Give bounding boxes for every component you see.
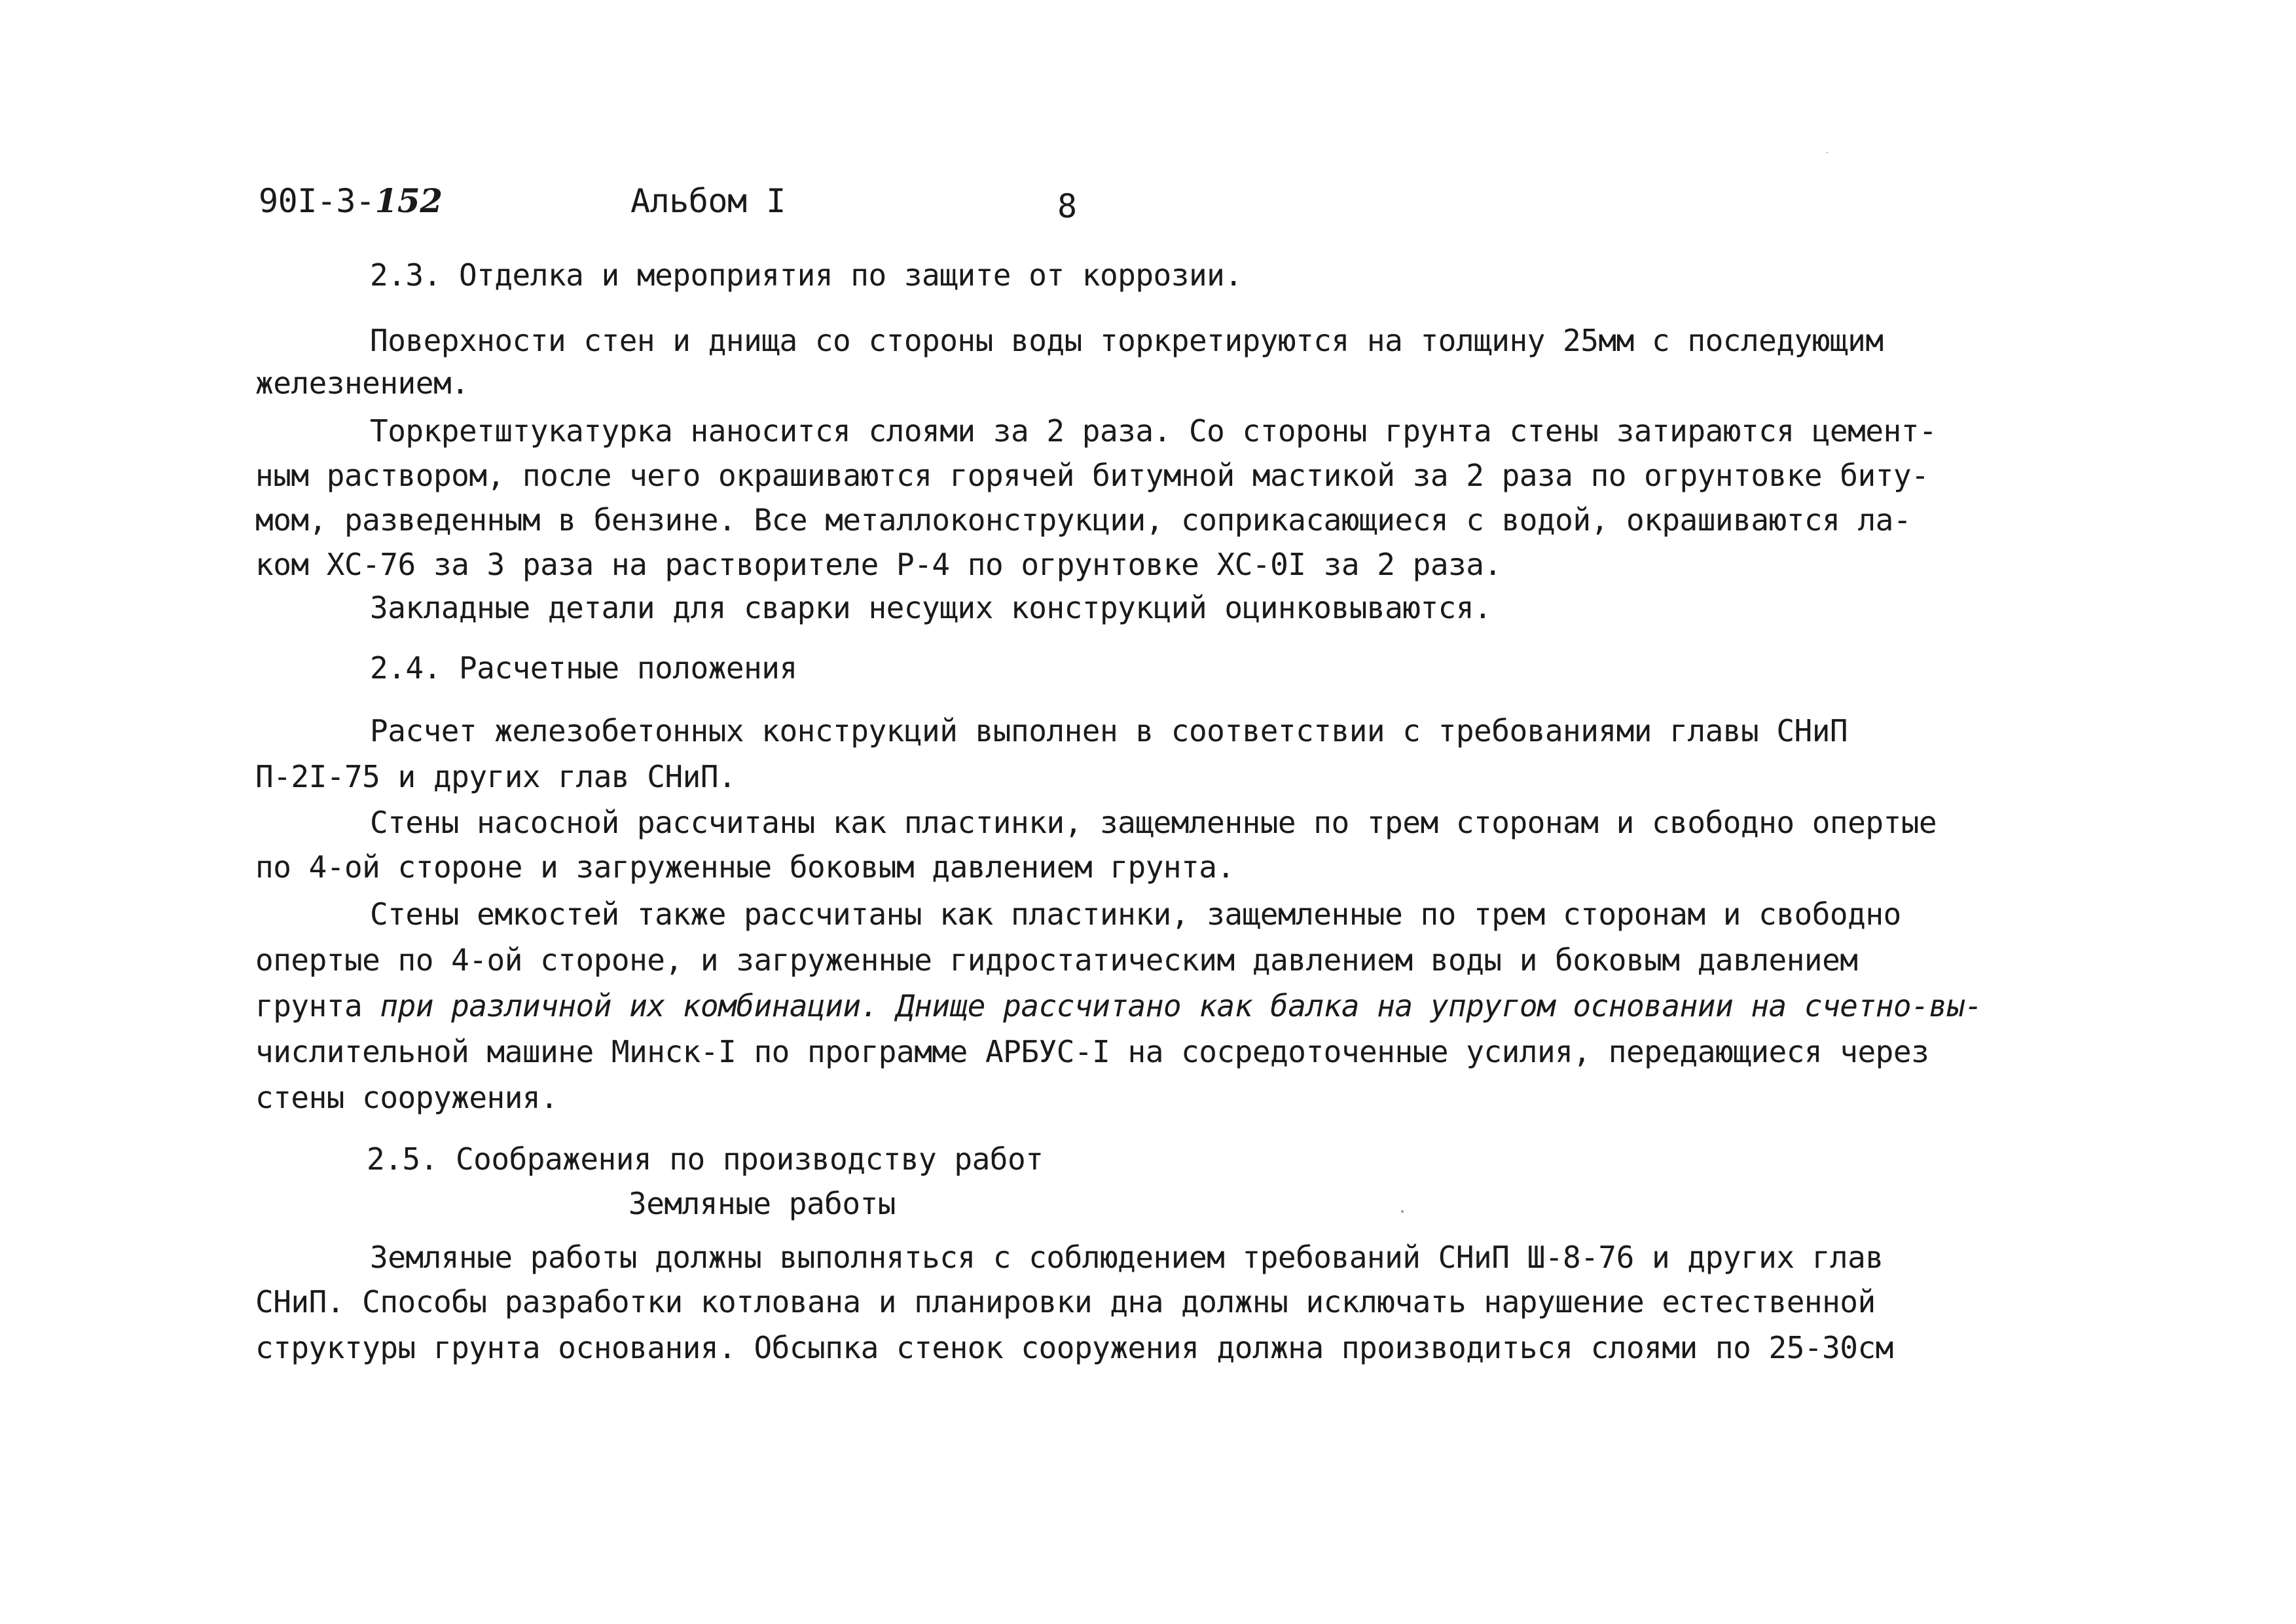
section-2-4-p3-line5: стены сооружения.	[255, 1080, 558, 1115]
section-2-5-p1-line3: структуры грунта основания. Обсыпка стенок сооружения должна производиться слоями по 25-30см	[255, 1330, 1893, 1365]
scan-speck	[1401, 1210, 1404, 1213]
section-2-5-p1-line2: СНиП. Способы разработки котлована и планировки дна должны исключать нарушение естественной	[255, 1284, 1876, 1320]
section-2-4-p3-line3	[255, 986, 1982, 1025]
section-2-4-p2-line1: Стены насосной рассчитаны как пластинки, защемленные по трем сторонам и свободно опертые	[370, 805, 1937, 840]
section-2-3-p1-line2: железнением.	[255, 365, 469, 401]
section-2-4-p3-line2: опертые по 4-ой стороне, и загруженные гидростатическим давлением воды и боковым давлением	[255, 942, 1858, 978]
document-code	[259, 181, 443, 221]
section-2-5-subheading: Земляные работы	[629, 1186, 896, 1221]
section-2-4-p3-line4: числительной машине Минск-I по программе АРБУС-I на сосредоточенные усилия, передающиеся через	[255, 1034, 1929, 1069]
section-2-3-p2-line4: ком ХС-76 за 3 раза на растворителе Р-4 по огрунтовке ХС-0I за 2 раза.	[255, 547, 1502, 582]
document-code-handwritten: 152	[374, 181, 443, 220]
section-2-4-p3-line3-start: грунта	[255, 988, 380, 1024]
album-label: Альбом I	[630, 182, 786, 220]
section-2-5-p1-line1: Земляные работы должны выполняться с соблюдением требований СНиП Ш-8-76 и других глав	[370, 1240, 1884, 1275]
section-2-3-heading: 2.3. Отделка и мероприятия по защите от коррозии.	[370, 257, 1243, 293]
section-2-5-heading: 2.5. Соображения по производству работ	[367, 1141, 1044, 1177]
section-2-3-p2-line1: Торкретштукатурка наносится слоями за 2 раза. Со стороны грунта стены затираются цемент-	[370, 413, 1937, 449]
section-2-4-p3-line1: Стены емкостей также рассчитаны как пластинки, защемленные по трем сторонам и свободно	[370, 896, 1901, 932]
section-2-3-p2-line2: ным раствором, после чего окрашиваются горячей битумной мастикой за 2 раза по огрунтовке биту-	[255, 458, 1929, 493]
section-2-3-p3-line1: Закладные детали для сварки несущих конструкций оцинковываются.	[370, 590, 1492, 625]
section-2-4-heading: 2.4. Расчетные положения	[370, 650, 797, 686]
section-2-4-p2-line2: по 4-ой стороне и загруженные боковым давлением грунта.	[255, 849, 1235, 885]
section-2-3-p1-line1: Поверхности стен и днища со стороны воды торкретируются на толщину 25мм с последующим	[370, 323, 1884, 358]
section-2-4-p1-line2: П-2I-75 и других глав СНиП.	[255, 759, 737, 794]
section-2-3-p2-line3: мом, разведенным в бензине. Все металлоконструкции, соприкасающиеся с водой, окрашиваются ла-	[255, 502, 1912, 538]
scan-speck	[1827, 152, 1828, 153]
document-code-prefix: 90I-3-	[259, 182, 375, 220]
page-number: 8	[1057, 187, 1077, 225]
section-2-4-p1-line1: Расчет железобетонных конструкций выполнен в соответствии с требованиями главы СНиП	[370, 713, 1848, 748]
section-2-4-p3-line3-italic: при различной их комбинации. Днище рассчитано как балка на упругом основании на счетно-вы-	[380, 988, 1982, 1024]
